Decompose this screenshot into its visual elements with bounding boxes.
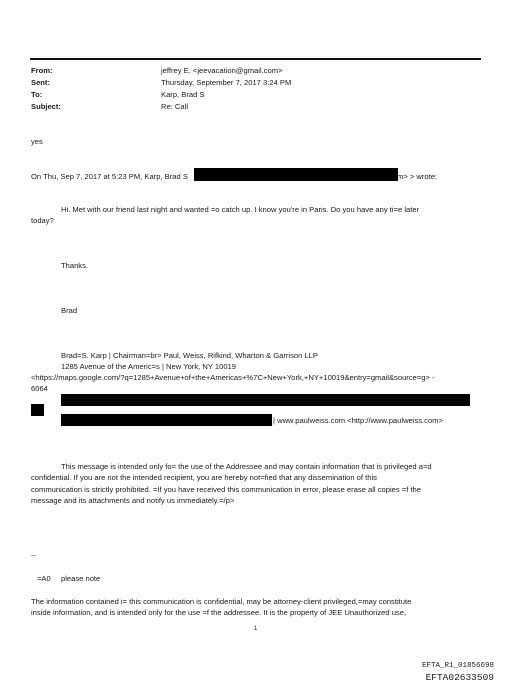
- please-note: please note: [61, 574, 101, 583]
- page-number: 1: [254, 626, 258, 632]
- sent-label: Sent:: [31, 78, 50, 87]
- from-value: jeffrey E. <jeevacation@gmail.com>: [161, 66, 283, 75]
- signer-name: Brad: [61, 306, 78, 315]
- signature-line-2: 1285 Avenue of the Americ=s | New York, NY 10019: [61, 362, 236, 371]
- from-label: From:: [31, 66, 53, 75]
- disclaimer-line-3: communication is strictly prohibited. =If you have received this communication in error, please erase all copies =f the: [31, 485, 422, 494]
- redaction-small: [31, 404, 44, 416]
- header-rule: [30, 58, 481, 60]
- signature-website: | www.paulweiss.com <http://www.paulweiss.com>: [273, 416, 443, 425]
- thanks-text: Thanks.: [61, 261, 89, 270]
- to-label: To:: [31, 90, 43, 99]
- notice-line-2: inside information, and is intended only for the use =f the addressee. It is the property of JEE Unauthorized use,: [31, 608, 407, 617]
- a0-marker: =A0: [37, 574, 51, 583]
- subject-value: Re: Call: [161, 102, 189, 111]
- disclaimer-line-1: This message is intended only fo= the use of the Addressee and may contain information that is privileged a=d: [61, 462, 432, 471]
- signature-dashes: --: [31, 551, 37, 560]
- message-line-1: Hi. Met with our friend last night and wanted =o catch up. I know you're in Paris. Do you have any ti=e later: [61, 205, 420, 214]
- signature-line-4: 6064: [31, 384, 48, 393]
- footer-code-primary: EFTA_R1_01856698: [421, 662, 494, 670]
- notice-line-1: The information contained i= this communication is confidential, may be attorney-client privileged,=may constitute: [31, 597, 412, 606]
- disclaimer-line-2: confidential. If you are not the intended recipient, you are hereby not=fied that any dissemination of this: [31, 473, 377, 482]
- footer-code-secondary: EFTA02633509: [425, 672, 494, 683]
- redaction-email-2: [61, 414, 272, 426]
- message-line-2: today?: [31, 216, 54, 225]
- sent-value: Thursday, September 7, 2017 3:24 PM: [161, 78, 292, 87]
- redaction-phone: [61, 394, 470, 406]
- subject-label: Subject:: [31, 102, 61, 111]
- to-value: Karp, Brad S: [161, 90, 205, 99]
- disclaimer-line-4: message and its attachments and notify us immediately.=/p>: [31, 496, 235, 505]
- signature-line-3: <https://maps.google.com/?q=1285+Avenue+of+the+Americas+%7C+New+York,+NY+10019&entry=gmail&source=g> -: [31, 373, 435, 382]
- redaction-email: [194, 168, 398, 181]
- quote-intro: On Thu, Sep 7, 2017 at 5:23 PM, Karp, Brad S: [31, 172, 188, 181]
- quote-intro-end: m> > wrote:: [397, 172, 438, 181]
- signature-line-1: Brad=S. Karp | Chairman=br> Paul, Weiss, Rifkind, Wharton & Garrison LLP: [61, 351, 318, 360]
- reply-text: yes: [31, 137, 43, 146]
